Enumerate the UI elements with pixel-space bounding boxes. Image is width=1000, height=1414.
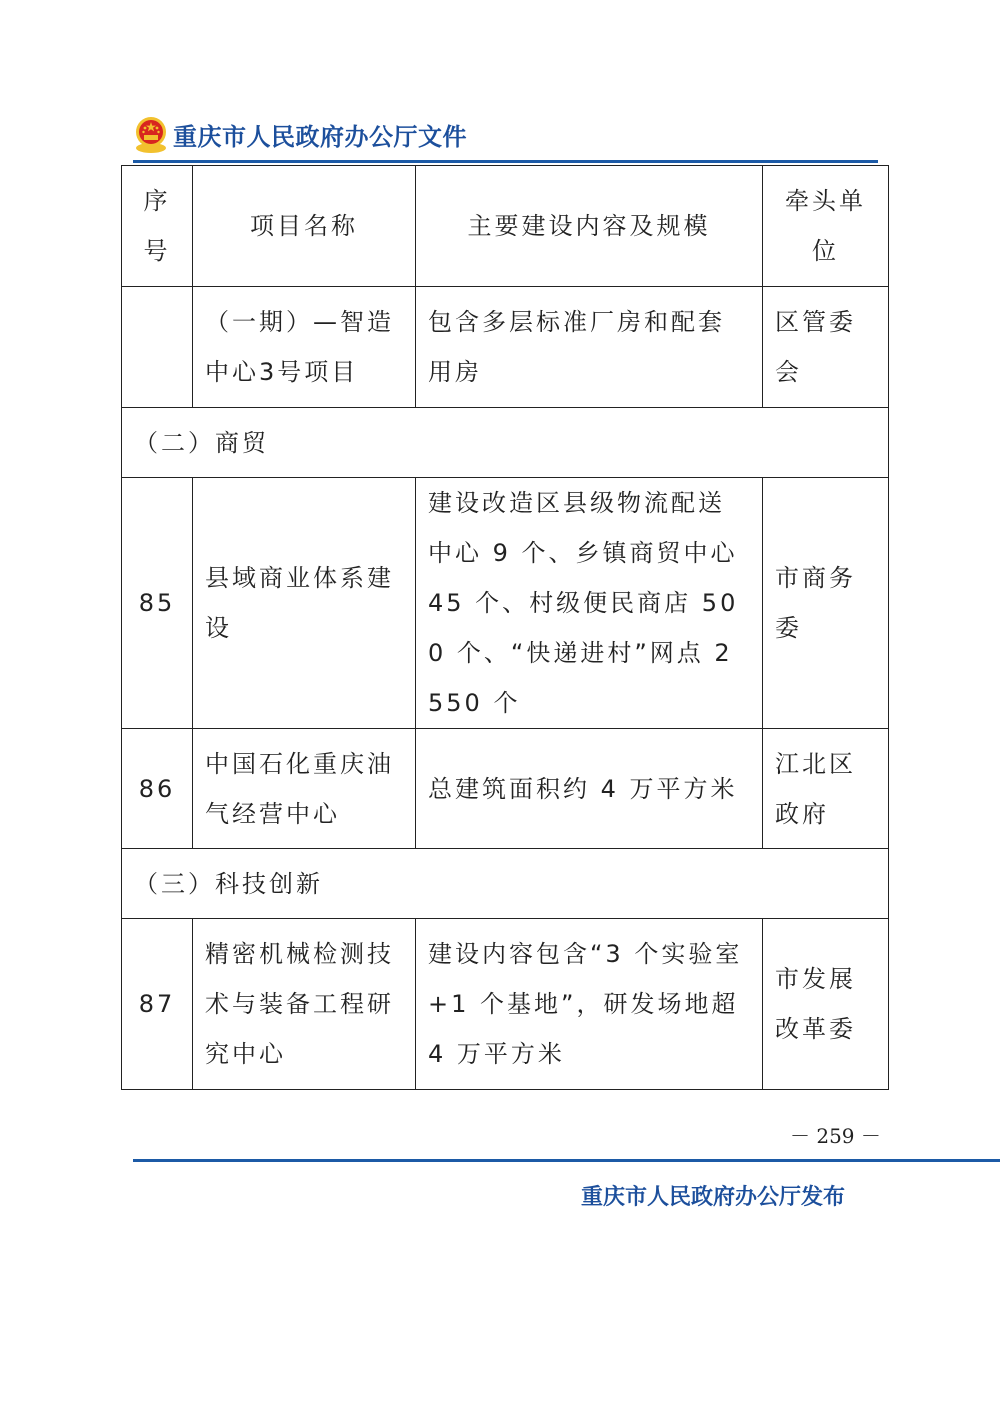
national-emblem-icon	[133, 114, 169, 154]
row-seq: 87	[122, 919, 193, 1090]
section-row	[122, 849, 889, 919]
row-lead: 江北区政府	[763, 729, 889, 849]
header-content: 主要建设内容及规模	[416, 166, 763, 287]
row-lead: 市商务委	[763, 478, 889, 729]
table-row	[122, 478, 889, 729]
row-lead: 市发展改革委	[763, 919, 889, 1090]
section-heading-3: （三）科技创新	[122, 849, 889, 919]
row-name: 县域商业体系建设	[193, 478, 416, 729]
header-seq: 序号	[122, 166, 193, 287]
row-content: 总建筑面积约 4 万平方米	[416, 729, 763, 849]
table-row	[122, 919, 889, 1090]
section-heading-2: （二）商贸	[122, 408, 889, 478]
document-header	[133, 112, 467, 156]
page-number: － 259 －	[790, 1124, 881, 1148]
row-content: 建设改造区县级物流配送中心 9 个、乡镇商贸中心 45 个、村级便民商店 500 个、“快递进村”网点 2550 个	[416, 478, 763, 729]
project-table	[121, 165, 889, 1090]
section-row	[122, 408, 889, 478]
header-divider	[133, 160, 878, 163]
row-content: 包含多层标准厂房和配套用房	[416, 287, 763, 408]
table-row	[122, 729, 889, 849]
footer-divider	[133, 1159, 1000, 1162]
row-name: （一期）—智造中心3号项目	[193, 287, 416, 408]
table-header-row	[122, 166, 889, 287]
header-lead: 牵头单位	[763, 166, 889, 287]
footer-publisher: 重庆市人民政府办公厅发布	[581, 1184, 846, 1210]
row-seq	[122, 287, 193, 408]
row-content: 建设内容包含“3 个实验室+1 个基地”，研发场地超 4 万平方米	[416, 919, 763, 1090]
row-seq: 85	[122, 478, 193, 729]
row-seq: 86	[122, 729, 193, 849]
header-title: 重庆市人民政府办公厅文件	[173, 121, 467, 151]
row-lead: 区管委会	[763, 287, 889, 408]
row-name: 精密机械检测技术与装备工程研究中心	[193, 919, 416, 1090]
row-name: 中国石化重庆油气经营中心	[193, 729, 416, 849]
header-name: 项目名称	[193, 166, 416, 287]
table-row	[122, 287, 889, 408]
